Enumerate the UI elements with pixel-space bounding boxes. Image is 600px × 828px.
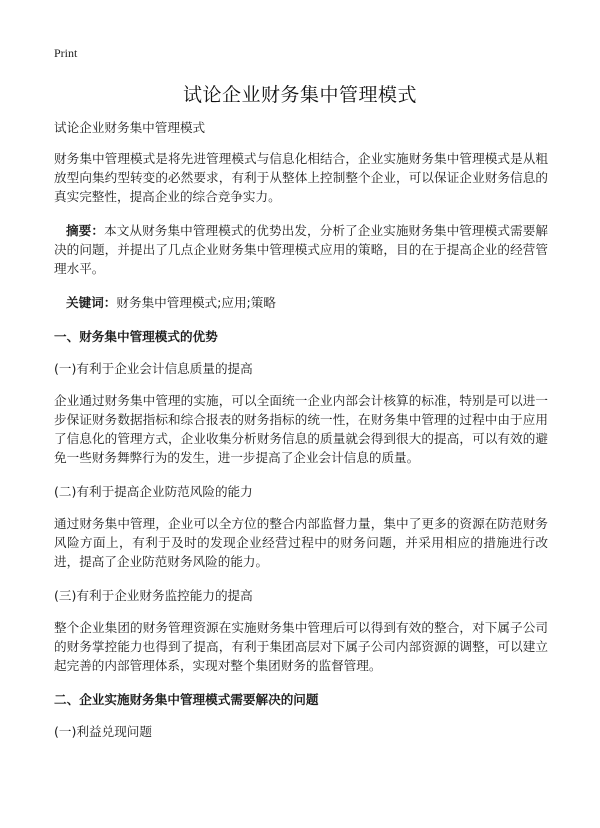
- section-1-1-body: 企业通过财务集中管理的实施，可以全面统一企业内部会计核算的标准，特别是可以进一步保证财务数据指标和综合报表的财务指标的统一性，在财务集中管理的过程中由于应用了信息化的管理方式，企业收集分析财务信息的质量就会得到很大的提高，可以有效的避免一些财务舞弊行为的发生，进一步提高了企业会计信息的质量。: [54, 393, 548, 465]
- section-1-heading: 一、财务集中管理模式的优势: [54, 329, 218, 344]
- keywords-paragraph: [54, 293, 548, 312]
- abstract-label: 摘要：: [66, 223, 105, 238]
- section-1-2-body: 通过财务集中管理，企业可以全方位的整合内部监督力量，集中了更多的资源在防范财务风险方面上，有利于及时的发现企业经营过程中的财务问题，并采用相应的措施进行改进，提高了企业防范财务风险的能力。: [54, 516, 548, 569]
- keywords-text: 财务集中管理模式;应用;策略: [116, 295, 276, 310]
- section-2-1-heading: (一)利益兑现问题: [54, 724, 152, 739]
- document-subtitle: 试论企业财务集中管理模式: [54, 120, 206, 135]
- section-1-2-heading: (二)有利于提高企业防范风险的能力: [54, 484, 253, 499]
- keywords-label: 关键词：: [66, 295, 117, 310]
- section-1-3-heading: (三)有利于企业财务监控能力的提高: [54, 588, 253, 603]
- abstract-paragraph: [54, 221, 548, 278]
- abstract-text: 本文从财务集中管理模式的优势出发，分析了企业实施财务集中管理模式需要解决的问题，并提出了几点企业财务集中管理模式应用的策略，目的在于提高企业的经营管理水平。: [54, 223, 549, 276]
- section-1-1-heading: (一)有利于企业会计信息质量的提高: [54, 361, 253, 376]
- document-body: [54, 118, 548, 754]
- intro-paragraph: 财务集中管理模式是将先进管理模式与信息化相结合，企业实施财务集中管理模式是从粗放型向集约型转变的必然要求，有利于从整体上控制整个企业，可以保证企业财务信息的真实完整性，提高企业的综合竞争实力。: [54, 151, 548, 204]
- document-title: 试论企业财务集中管理模式: [182, 84, 417, 106]
- print-link[interactable]: Print: [54, 46, 78, 60]
- section-1-3-body: 整个企业集团的财务管理资源在实施财务集中管理后可以得到有效的整合，对下属子公司的财务掌控能力也得到了提高，有利于集团高层对下属子公司内部资源的调整，可以建立起完善的内部管理体系，实现对整个集团财务的监督管理。: [54, 620, 548, 673]
- section-2-heading: 二、企业实施财务集中管理模式需要解决的问题: [54, 692, 319, 707]
